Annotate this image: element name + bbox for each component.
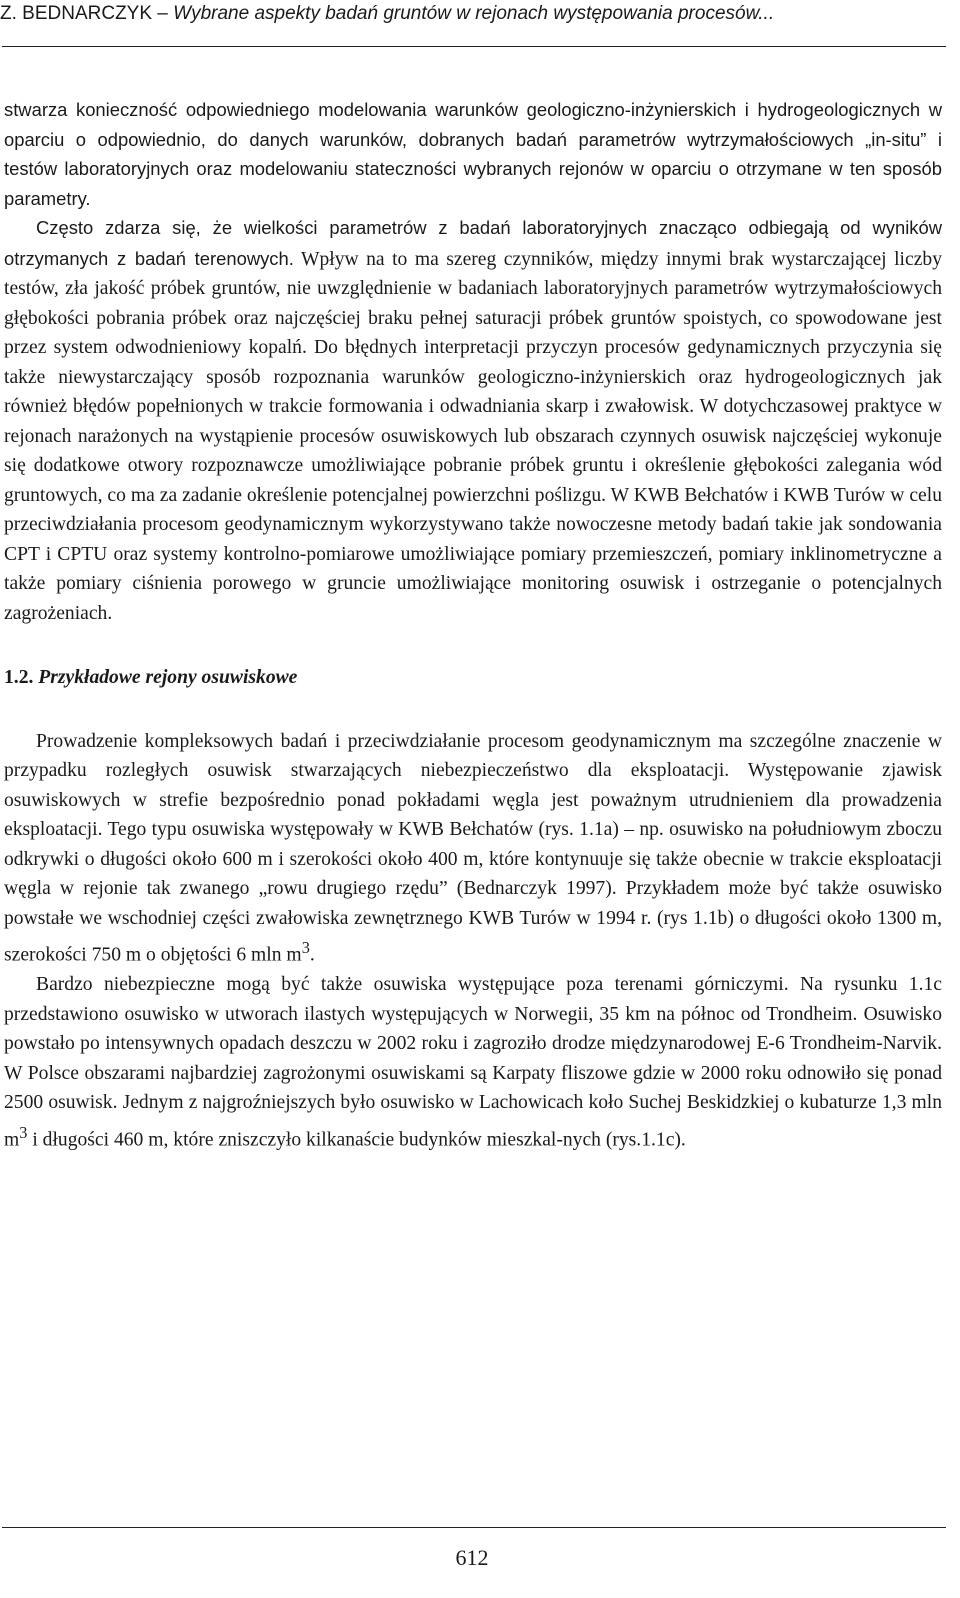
paragraph-4-superscript: 3 <box>19 1122 28 1142</box>
paragraph-3-end: . <box>309 944 315 966</box>
footer-divider <box>2 1527 946 1528</box>
paragraph-4 <box>4 970 942 1155</box>
paragraph-3-text: Prowadzenie kompleksowych badań i przeciwdziałanie procesom geodynamicznym ma szczególne znaczenie w przypadku rozległych osuwisk stwarzających niebezpieczeństwo dla eksploatacji. Występowanie zjawisk osuwiskowych w strefie bezpośrednio ponad pokładami węgla jest poważnym utrudnieniem dla prowadzenia eksploatacji. Tego typu osuwiska występowały w KWB Bełchatów (rys. 1.1a) – np. osuwisko na południowym zboczu odkrywki o długości około 600 m i szerokości około 400 m, które kontynuuje się także obecnie w trakcie eksploatacji węgla w rejonie tak zwanego „rowu drugiego rzędu” (Bednarczyk 1997). Przykładem może być także osuwisko powstałe we wschodniej części zwałowiska zewnętrznego KWB Turów w 1994 r. (rys 1.1b) o długości około 1300 m, szerokości 750 m o objętości 6 mln m <box>4 730 942 966</box>
section-number: 1.2. <box>4 667 34 688</box>
paragraph-1: stwarza konieczność odpowiedniego modelowania warunków geologiczno-inżynierskich i hydrogeologicznych w oparciu o odpowiednio, do danych warunków, dobranych badań parametrów wytrzymałościowych „in-situ” i testów laboratoryjnych oraz modelowaniu stateczności wybranych rejonów w oparciu o otrzymane w ten sposób parametry. <box>4 99 942 209</box>
paragraph-3 <box>4 727 942 971</box>
paragraph-4-text: Bardzo niebezpieczne mogą być także osuwiska występujące poza terenami górniczymi. Na rysunku 1.1c przedstawiono osuwisko w utworach ilastych występujących w Norwegii, 35 km na północ od Trondheim. Osuwisko powstało po intensywnych opadach deszczu w 2002 roku i zagroziło drodze międzynarodowej E-6 Trondheim-Narvik. W Polsce obszarami najbardziej zagrożonymi osuwiskami są Karpaty fliszowe gdzie w 2000 roku odnowiło się ponad 2500 osuwisk. Jednym z najgroźniejszych było osuwisko w Lachowicach koło Suchej Beskidzkiej o kubaturze 1,3 mln m <box>4 974 942 1151</box>
running-header <box>0 2 950 26</box>
header-divider <box>2 46 946 47</box>
paragraph-2 <box>4 213 942 628</box>
header-author: Z. BEDNARCZYK – <box>0 3 174 24</box>
page-number: 612 <box>455 1545 489 1570</box>
section-heading <box>4 663 942 693</box>
header-title: Wybrane aspekty badań gruntów w rejonach występowania procesów... <box>173 3 775 24</box>
paragraph-4-end: i długości 460 m, które zniszczyło kilkanaście budynków mieszkal-nych (rys.1.1c). <box>27 1129 686 1151</box>
paragraph-3-superscript: 3 <box>301 938 310 957</box>
body-text <box>4 95 942 1155</box>
paragraph-2-body: Wpływ na to ma szereg czynników, między innymi brak wystarczającej liczby testów, zła jakość próbek gruntów, nie uwzględnienie w badaniach laboratoryjnych parametrów wytrzymałościowych głębokości pobrania próbek oraz najczęściej braku pełnej saturacji próbek gruntów spoistych, co spowodowane jest przez system odwodnieniowy kopalń. Do błędnych interpretacji przyczyn procesów gedynamicznych przyczynia się także niewystarczający sposób rozpoznania warunków geologiczno-inżynierskich oraz hydrogeologicznych jak również błędów popełnionych w trakcie formowania i odwadniania skarp i zwałowisk. W dotychczasowej praktyce w rejonach narażonych na wystąpienie procesów osuwiskowych lub obszarach czynnych osuwisk najczęściej wykonuje się dodatkowe otwory rozpoznawcze umożliwiające pobranie próbek gruntu i określenie głębokości zalegania wód gruntowych, co ma za zadanie określenie potencjalnej powierzchni poślizgu. W KWB Bełchatów i KWB Turów w celu przeciwdziałania procesom geodynamicznym wykorzystywano także nowoczesne metody badań takie jak sondowania CPT i CPTU oraz systemy kontrolno-pomiarowe umożliwiające pomiary przemieszczeń, pomiary inklinometryczne a także pomiary ciśnienia porowego w gruncie umożliwiające monitoring osuwisk i ostrzeganie o potencjalnych zagrożeniach. <box>4 248 942 624</box>
section-title: Przykładowe rejony osuwiskowe <box>38 667 298 688</box>
paragraph-2-lead: Często zdarza się, że wielkości parametrów z badań laboratoryjnych znacząco odbiegają od wyników otrzymanych z badań terenowych. <box>4 217 942 269</box>
